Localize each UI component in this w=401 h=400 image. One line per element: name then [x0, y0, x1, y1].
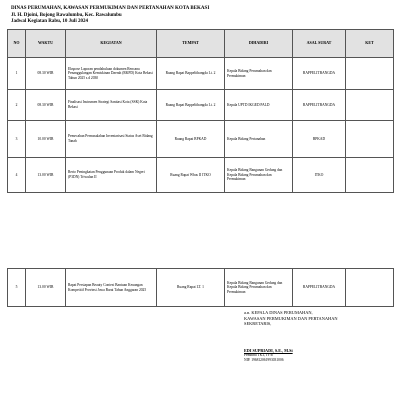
cell-kegiatan: Pemecahan Permasalahan Inventarisasi Status Aset Bidang Tanah — [66, 121, 157, 158]
table-row — [8, 158, 394, 193]
cell-waktu: 08.30 WIB — [26, 90, 66, 121]
cell-waktu: 13.00 WIB — [26, 269, 66, 307]
schedule-table-continued — [7, 268, 394, 307]
cell-ket — [346, 58, 394, 90]
cell-dihadiri: Kepala Bidang Bangunan Gedung dan Kepala Bidang Perumahan dan Permukiman — [225, 269, 293, 307]
table-row — [8, 121, 394, 158]
agency-title: DINAS PERUMAHAN, KAWASAN PERMUKIMAN DAN PERTANAHAN KOTA BEKASI — [11, 6, 210, 11]
cell-ket — [346, 269, 394, 307]
col-header-dihadiri: DIHADIRI — [225, 30, 293, 58]
signatory-nip: NIP. 196812061993031006 — [244, 357, 284, 362]
cell-dihadiri: Kepala Bidang Pertanahan — [225, 121, 293, 158]
cell-asal-surat: ITKO — [293, 158, 346, 193]
cell-dihadiri: Kepala Bidang Perumahan dan Permukiman — [225, 58, 293, 90]
document-header — [11, 6, 391, 26]
schedule-date: Jadwal Kegiatan Rabu, 10 Juli 2024 — [11, 19, 88, 24]
signatory-rank: Pembina TK.I, IV/b — [244, 352, 273, 357]
cell-asal-surat: BPKAD — [293, 121, 346, 158]
cell-ket — [346, 121, 394, 158]
cell-tempat: Ruang Rapat BPKAD — [157, 121, 225, 158]
table-row — [8, 90, 394, 121]
cell-kegiatan: Ekspose Laporan pendahuluan dokumen Rencana Penanggulangan Kemiskinan Daerah (RKPD) Kota Bekasi Tahun 2025 s.d 2030 — [66, 58, 157, 90]
cell-no: 2 — [8, 90, 26, 121]
cell-dihadiri: Kepala UPTD IKGED PALD — [225, 90, 293, 121]
table-row — [8, 269, 394, 307]
agency-address: Jl. H. Djoini, Bojong Rawalumbu, Kec. Rawalumbu — [11, 12, 122, 18]
cell-no: 5 — [8, 269, 26, 307]
cell-tempat: Ruang Rapat LT. 1 — [157, 269, 225, 307]
signature-line-1: a.n. KEPALA DINAS PERUMAHAN, — [244, 310, 313, 315]
cell-kegiatan: Rerio Peningkatan Penggunaan Produk dalam Negeri (P3DN) Triwulan II — [66, 158, 157, 193]
table-header-row — [8, 30, 394, 58]
cell-dihadiri: Kepala Bidang Bangunan Gedung dan Kepala Bidang Perumahan dan Permukiman — [225, 158, 293, 193]
cell-tempat: Ruang Rapat Bappelitbangda Lt. 2 — [157, 90, 225, 121]
cell-ket — [346, 90, 394, 121]
col-header-no: NO — [8, 30, 26, 58]
cell-asal-surat: BAPPELITBANGDA — [293, 90, 346, 121]
cell-no: 3 — [8, 121, 26, 158]
signature-line-3: SEKRETARIS, — [244, 321, 272, 327]
cell-tempat: Ruang Rapat Wbas II ITKO — [157, 158, 225, 193]
col-header-kegiatan: KEGIATAN — [66, 30, 157, 58]
cell-no: 4 — [8, 158, 26, 193]
col-header-asal-surat: ASAL SURAT — [293, 30, 346, 58]
cell-asal-surat: BAPPELITBANGDA — [293, 58, 346, 90]
col-header-tempat: TEMPAT — [157, 30, 225, 58]
col-header-ket: KET — [346, 30, 394, 58]
table-row — [8, 58, 394, 90]
cell-kegiatan: Finalisasi Instrumen Strategi Sanitasi Kota (SSK) Kota Bekasi — [66, 90, 157, 121]
signature-line-2: KAWASAN PERMUKIMAN DAN PERTANAHAN — [244, 315, 338, 321]
cell-ket — [346, 158, 394, 193]
cell-waktu: 10.00 WIB — [26, 121, 66, 158]
cell-kegiatan: Rapat Persiapan Beauty Contest Bantuan Keuangan Kompetitif Provinsi Jawa Barat Tahun Anggaran 2025 — [66, 269, 157, 307]
col-header-waktu: WAKTU — [26, 30, 66, 58]
cell-tempat: Ruang Rapat Bappelitbangda Lt. 2 — [157, 58, 225, 90]
cell-waktu: 13.00 WIB — [26, 158, 66, 193]
signatory-name: EDI SUPRIADI, S.E., M.Si — [244, 347, 293, 353]
cell-asal-surat: BAPPELITBANGDA — [293, 269, 346, 307]
cell-no: 1 — [8, 58, 26, 90]
signature-block — [244, 310, 394, 363]
schedule-table — [7, 29, 394, 193]
cell-waktu: 08.30 WIB — [26, 58, 66, 90]
